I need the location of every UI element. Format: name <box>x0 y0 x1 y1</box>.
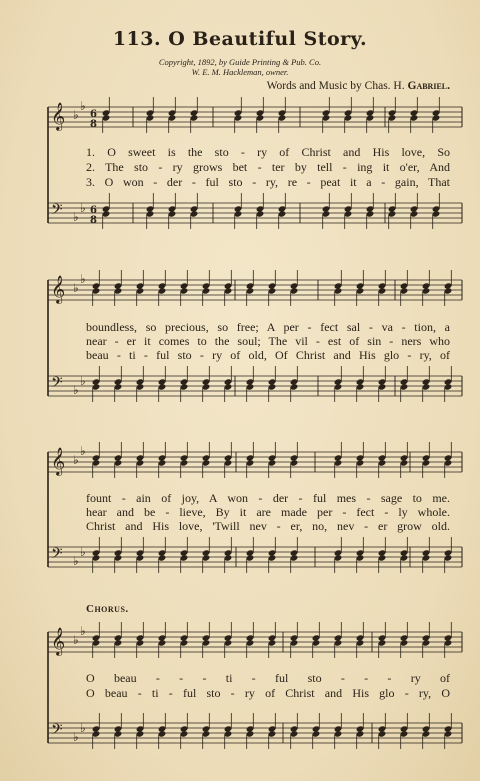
time-signature-icon: 6 <box>90 205 97 216</box>
lyric-line: O beau - - - ti - ful sto - - - ry of <box>86 671 450 685</box>
copyright-line: Copyright, 1892, by Guide Printing & Pub. Co. <box>158 57 322 67</box>
bass-clef-icon: 𝄢 <box>51 545 63 566</box>
time-signature-icon: 8 <box>90 119 97 130</box>
flat-sign-icon: ♭ <box>80 444 86 458</box>
flat-sign-icon: ♭ <box>80 272 86 286</box>
flat-sign-icon: ♭ <box>80 721 86 735</box>
time-signature-icon: 8 <box>90 215 97 226</box>
owner-line: W. E. M. Hackleman, owner. <box>191 67 289 77</box>
treble-clef-icon: 𝄞 <box>51 275 66 303</box>
flat-sign-icon: ♭ <box>73 633 79 647</box>
hymn-number: 113. <box>112 28 162 50</box>
lyric-line: Christ and His love, 'Twill nev - er, no, nev - er grow old. <box>86 519 450 533</box>
flat-sign-icon: ♭ <box>80 99 86 113</box>
flat-sign-icon: ♭ <box>73 453 79 467</box>
treble-clef-icon: 𝄞 <box>51 627 66 655</box>
bass-clef-icon: 𝄢 <box>51 374 63 395</box>
flat-sign-icon: ♭ <box>73 383 79 397</box>
bass-clef-icon: 𝄢 <box>51 721 63 742</box>
flat-sign-icon: ♭ <box>80 545 86 559</box>
composer-name: Gabriel. <box>407 80 450 92</box>
flat-sign-icon: ♭ <box>73 108 79 122</box>
lyric-line: near - er it comes to the soul; The vil - est of sin - ners who <box>86 334 450 348</box>
bass-clef-icon: 𝄢 <box>51 201 63 222</box>
flat-sign-icon: ♭ <box>80 624 86 638</box>
flat-sign-icon: ♭ <box>73 281 79 295</box>
credit-prefix: Words and Music by Chas. H. <box>266 80 405 92</box>
lyric-line: 1. O sweet is the sto - ry of Christ and His love, So <box>86 145 450 159</box>
lyric-line: 3. O won - der - ful sto - ry, re - peat it a - gain, That <box>86 175 450 189</box>
treble-clef-icon: 𝄞 <box>51 102 66 130</box>
lyric-line: fount - ain of joy, A won - der - ful mes - sage to me. <box>86 491 450 505</box>
lyric-line: beau - ti - ful sto - ry of old, Of Christ and His glo - ry, of <box>86 348 450 362</box>
lyric-line: boundless, so precious, so free; A per - fect sal - va - tion, a <box>86 320 450 334</box>
hymn-title: O Beautiful Story. <box>168 28 368 50</box>
chorus-label: Chorus. <box>86 603 129 615</box>
treble-clef-icon: 𝄞 <box>51 447 66 475</box>
flat-sign-icon: ♭ <box>73 730 79 744</box>
flat-sign-icon: ♭ <box>73 554 79 568</box>
flat-sign-icon: ♭ <box>80 201 86 215</box>
time-signature-icon: 6 <box>90 109 97 120</box>
lyric-line: hear and be - lieve, By it are made per - fect - ly whole. <box>86 505 450 519</box>
flat-sign-icon: ♭ <box>80 374 86 388</box>
lyric-line: 2. The sto - ry grows bet - ter by tell - ing it o'er, And <box>86 160 450 174</box>
lyric-line: O beau - ti - ful sto - ry of Christ and His glo - ry, O <box>86 686 450 700</box>
flat-sign-icon: ♭ <box>73 210 79 224</box>
